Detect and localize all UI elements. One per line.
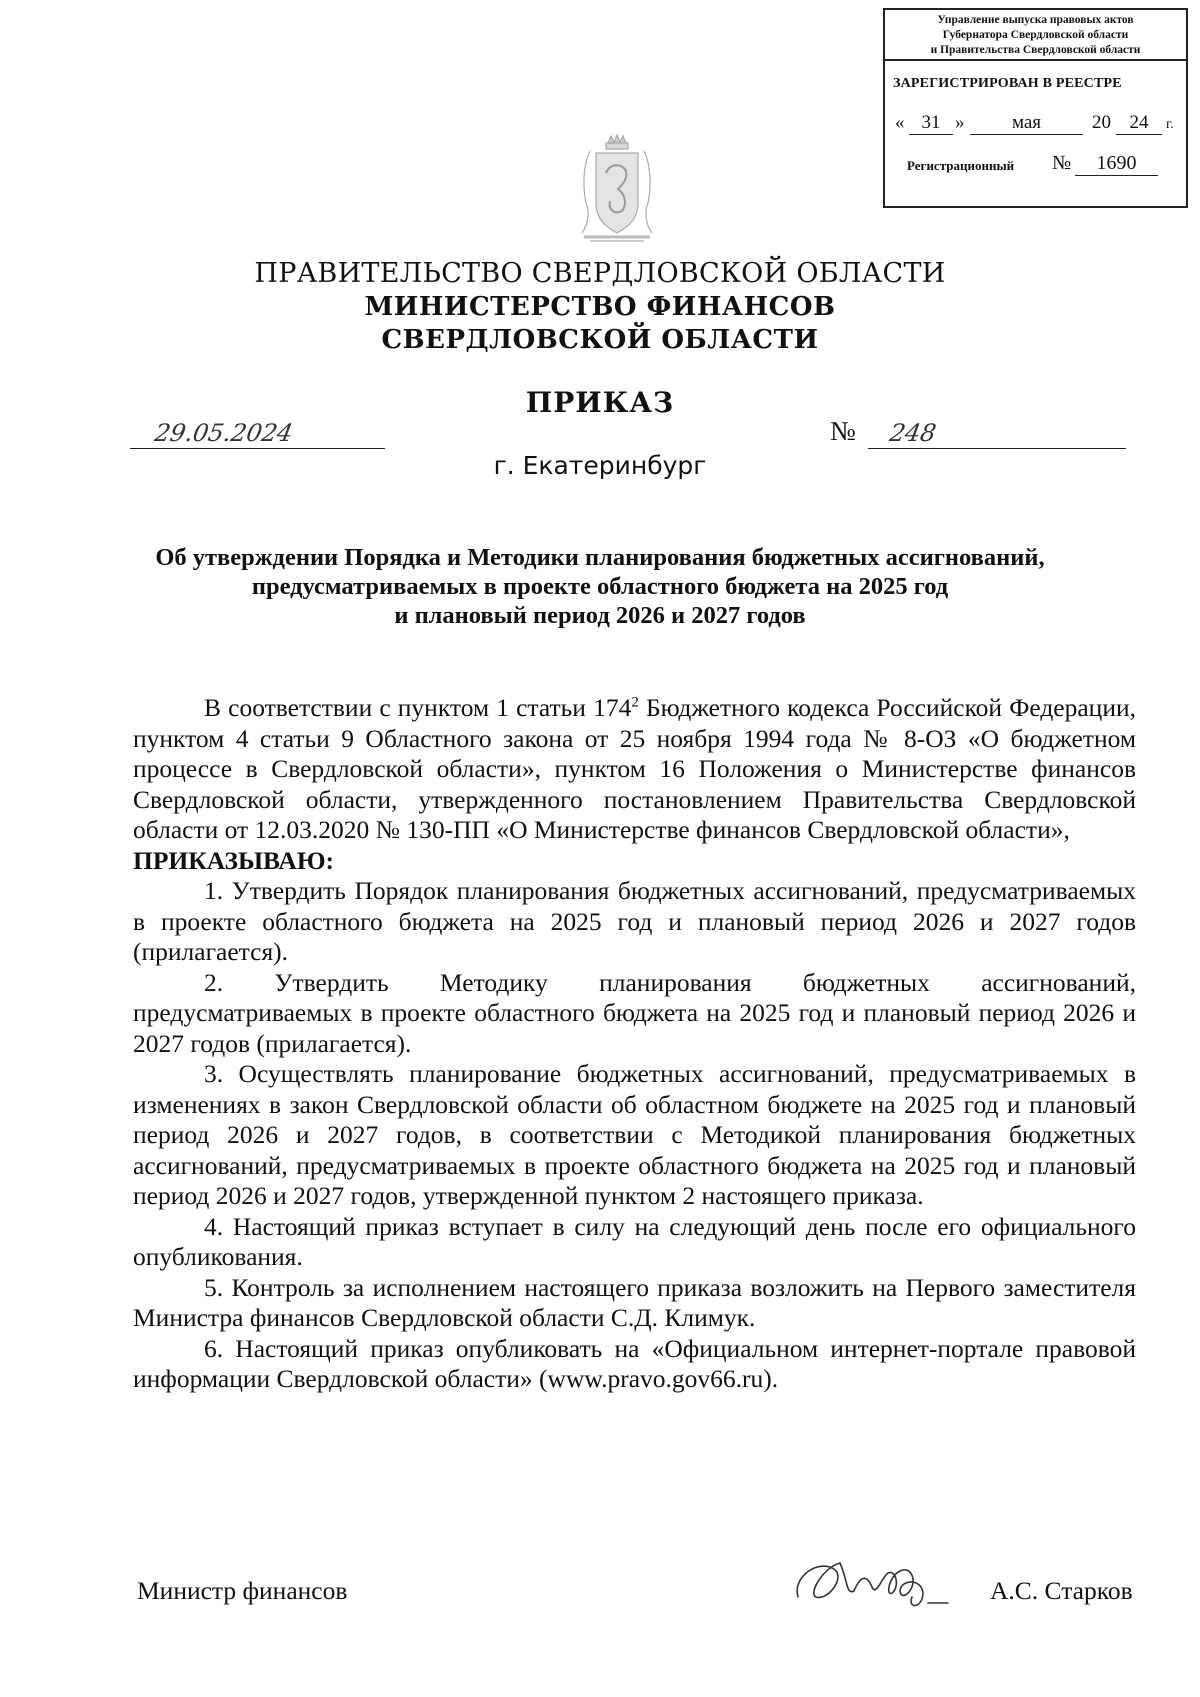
preamble-text: В соответствии с пунктом 1 статьи 174	[204, 693, 632, 722]
stamp-reg-label: Регистрационный	[907, 158, 1015, 173]
title-line: Об утверждении Порядка и Методики планирования бюджетных ассигнований,	[155, 544, 1045, 571]
stamp-reg-number: 1690	[1075, 152, 1158, 176]
stamp-registration-number	[885, 152, 1186, 182]
document-type: ПРИКАЗ	[525, 386, 675, 419]
stamp-registered-label: ЗАРЕГИСТРИРОВАН В РЕЕСТРЕ	[893, 76, 1122, 91]
signatory-name: А.С. Старков	[990, 1576, 1133, 1605]
handwritten-number: 248	[887, 419, 939, 447]
registration-stamp	[883, 8, 1188, 208]
stamp-header-line: и Правительства Свердловской области	[930, 44, 1141, 56]
stamp-no-sign: №	[1052, 152, 1072, 174]
government-name: ПРАВИТЕЛЬСТВО СВЕРДЛОВСКОЙ ОБЛАСТИ	[254, 258, 946, 289]
article-superscript: 2	[631, 694, 639, 711]
stamp-header-line: Губернатора Свердловской области	[942, 29, 1129, 41]
coat-of-arms-icon	[578, 133, 656, 245]
stamp-header-line: Управление выпуска правовых актов	[937, 14, 1134, 26]
title-line: предусматриваемых в проекте областного бюджета на 2025 год	[251, 573, 949, 600]
order-item-5: 5. Контроль за исполнением настоящего приказа возложить на Первого заместителя Министра финансов Свердловской области С.Д. Климук.	[133, 1272, 1136, 1332]
ministry-name: МИНИСТЕРСТВО ФИНАНСОВ	[364, 292, 836, 322]
stamp-header	[885, 10, 1186, 61]
stamp-month: мая	[970, 112, 1083, 135]
stamp-year-prefix: 20	[1092, 112, 1111, 133]
title-line: и плановый период 2026 и 2027 годов	[394, 602, 806, 629]
stamp-quote-close: »	[955, 112, 965, 133]
city: г. Екатеринбург	[493, 451, 707, 480]
document-title	[100, 543, 1100, 630]
ministry-region: СВЕРДЛОВСКОЙ ОБЛАСТИ	[381, 325, 819, 355]
order-item-3: 3. Осуществлять планирование бюджетных ассигнований, предусматриваемых в изменениях в закон Свердловской области об областном бюджете на 2025 год и плановый период 2026 и 2027 годов, в соответствии с Методикой планирования бюджетных ассигнований, предусматриваемых в проекте областного бюджета на 2025 год и плановый период 2026 и 2027 годов, утвержденной пунктом 2 настоящего приказа.	[133, 1059, 1136, 1210]
handwritten-date: 29.05.2024	[152, 419, 295, 447]
order-item-4: 4. Настоящий приказ вступает в силу на следующий день после его официального опубликования.	[133, 1211, 1136, 1271]
document-body	[133, 693, 1136, 1395]
handwritten-signature	[788, 1547, 958, 1617]
stamp-year-suffix: 24	[1116, 112, 1162, 135]
stamp-day: 31	[909, 112, 953, 135]
stamp-quote-open: «	[895, 112, 905, 133]
order-word: ПРИКАЗЫВАЮ:	[133, 845, 335, 875]
order-item-1: 1. Утвердить Порядок планирования бюджетных ассигнований, предусматриваемых в проекте областного бюджета на 2025 год и плановый период 2026 и 2027 годов (прилагается).	[133, 876, 1136, 966]
order-item-2: 2. Утвердить Методику планирования бюджетных ассигнований, предусматриваемых в проекте областного бюджета на 2025 год и плановый период 2026 и 2027 годов (прилагается).	[133, 967, 1136, 1058]
stamp-year-mark: г.	[1166, 117, 1174, 132]
preamble-text-continued: Бюджетного кодекса Российской Федерации, пунктом 4 статьи 9 Областного закона от 25 ноября 1994 года № 8-ОЗ «О бюджетном процессе в Свердловской области», пунктом 16 Положения о Министерстве финансов Свердловской области, утвержденного постановлением Правительства Свердловской области от 12.03.2020 № 130-ПП «О Министерстве финансов Свердловской области»,	[133, 693, 1136, 844]
order-no-sign: №	[830, 416, 856, 446]
preamble-paragraph	[133, 693, 1136, 846]
order-item-6: 6. Настоящий приказ опубликовать на «Официальном интернет-портале правовой информации Свердловской области» (www.pravo.gov66.ru).	[133, 1333, 1136, 1393]
signatory-position: Министр финансов	[137, 1576, 348, 1605]
stamp-date	[885, 112, 1186, 146]
